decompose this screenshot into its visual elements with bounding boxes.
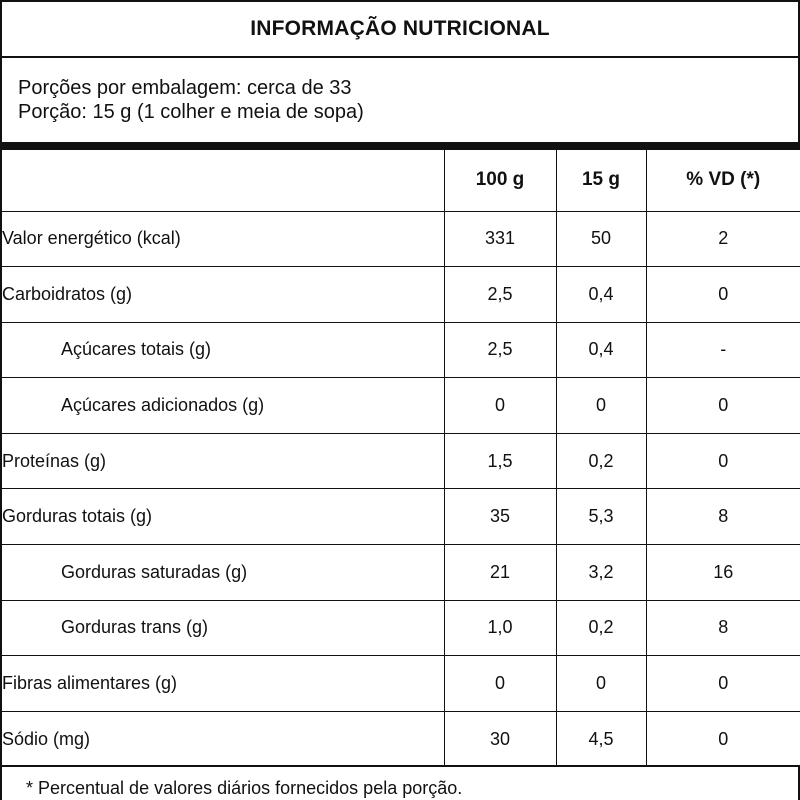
value-per-portion: 0,2 xyxy=(556,600,646,656)
table-row xyxy=(1,711,800,767)
value-per-portion: 0,4 xyxy=(556,322,646,378)
header-per-100g: 100 g xyxy=(444,150,556,211)
nutrient-name: Valor energético (kcal) xyxy=(1,211,444,267)
value-per-100g: 1,5 xyxy=(444,433,556,489)
portions-per-package: Porções por embalagem: cerca de 33 xyxy=(18,77,352,99)
nutrient-name: Açúcares totais (g) xyxy=(1,322,444,378)
table-row xyxy=(1,600,800,656)
portion-size: Porção: 15 g (1 colher e meia de sopa) xyxy=(18,101,364,123)
value-per-100g: 2,5 xyxy=(444,267,556,323)
value-daily-percent: - xyxy=(646,322,800,378)
value-daily-percent: 0 xyxy=(646,433,800,489)
value-daily-percent: 8 xyxy=(646,600,800,656)
header-per-portion: 15 g xyxy=(556,150,646,211)
nutrient-name: Açúcares adicionados (g) xyxy=(1,378,444,434)
value-per-100g: 21 xyxy=(444,545,556,601)
value-daily-percent: 0 xyxy=(646,267,800,323)
header-daily-value: % VD (*) xyxy=(646,150,800,211)
serving-info xyxy=(0,56,800,142)
header-blank xyxy=(1,150,444,211)
table-row xyxy=(1,211,800,267)
value-per-portion: 0 xyxy=(556,656,646,712)
value-daily-percent: 0 xyxy=(646,656,800,712)
nutrient-name: Gorduras saturadas (g) xyxy=(1,545,444,601)
value-per-portion: 0 xyxy=(556,378,646,434)
table-body xyxy=(1,211,800,767)
nutrient-name: Fibras alimentares (g) xyxy=(1,656,444,712)
value-per-100g: 30 xyxy=(444,711,556,767)
table-row xyxy=(1,267,800,323)
value-per-100g: 1,0 xyxy=(444,600,556,656)
value-per-portion: 0,4 xyxy=(556,267,646,323)
value-per-100g: 0 xyxy=(444,378,556,434)
value-per-100g: 2,5 xyxy=(444,322,556,378)
footnote: * Percentual de valores diários fornecidos pela porção. xyxy=(0,765,800,800)
value-per-100g: 331 xyxy=(444,211,556,267)
value-daily-percent: 0 xyxy=(646,711,800,767)
table-header-row xyxy=(1,150,800,211)
table-row xyxy=(1,433,800,489)
value-per-portion: 4,5 xyxy=(556,711,646,767)
nutrient-name: Proteínas (g) xyxy=(1,433,444,489)
nutrient-name: Sódio (mg) xyxy=(1,711,444,767)
value-per-100g: 35 xyxy=(444,489,556,545)
value-daily-percent: 16 xyxy=(646,545,800,601)
table-row xyxy=(1,378,800,434)
value-daily-percent: 2 xyxy=(646,211,800,267)
nutrition-table xyxy=(0,150,800,767)
thick-divider xyxy=(0,142,800,150)
nutrient-name: Gorduras totais (g) xyxy=(1,489,444,545)
label-title: INFORMAÇÃO NUTRICIONAL xyxy=(0,0,800,56)
table-row xyxy=(1,489,800,545)
value-per-portion: 0,2 xyxy=(556,433,646,489)
table-row xyxy=(1,545,800,601)
value-per-100g: 0 xyxy=(444,656,556,712)
nutrient-name: Carboidratos (g) xyxy=(1,267,444,323)
value-per-portion: 50 xyxy=(556,211,646,267)
value-daily-percent: 8 xyxy=(646,489,800,545)
value-per-portion: 3,2 xyxy=(556,545,646,601)
table-row xyxy=(1,656,800,712)
table-row xyxy=(1,322,800,378)
value-daily-percent: 0 xyxy=(646,378,800,434)
value-per-portion: 5,3 xyxy=(556,489,646,545)
nutrient-name: Gorduras trans (g) xyxy=(1,600,444,656)
